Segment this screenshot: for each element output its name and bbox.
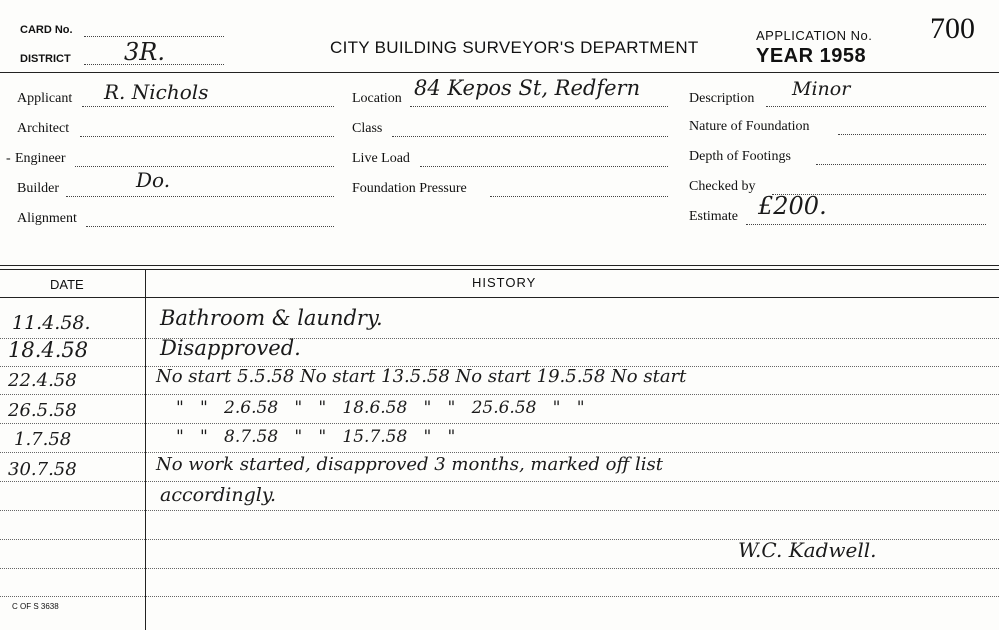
row-line: [0, 568, 999, 569]
history-top-rule-2: [0, 269, 999, 270]
row-line: [0, 338, 999, 339]
history-entry: No work started, disapproved 3 months, marked off list: [156, 454, 663, 475]
alignment-line: [86, 226, 334, 227]
signature: W.C. Kadwell.: [738, 538, 877, 562]
live-load-label: Live Load: [352, 151, 410, 166]
history-date: 18.4.58: [8, 338, 89, 362]
location-line: [410, 106, 668, 107]
engineer-line: [75, 166, 334, 167]
history-top-rule-1: [0, 265, 999, 266]
nature-line: [838, 134, 986, 135]
history-entry: Bathroom & laundry.: [160, 306, 383, 330]
application-label: APPLICATION No.: [756, 28, 873, 43]
history-entry: " " 8.7.58 " " 15.7.58 " ": [176, 427, 456, 447]
row-line: [0, 510, 999, 511]
builder-line: [66, 196, 334, 197]
district-value: 3R.: [124, 38, 165, 66]
department-title: CITY BUILDING SURVEYOR'S DEPARTMENT: [330, 38, 699, 57]
foundation-pressure-line: [490, 196, 668, 197]
alignment-label: Alignment: [17, 211, 77, 226]
history-date: 11.4.58.: [12, 312, 91, 334]
row-line: [0, 452, 999, 453]
history-entry: " " 2.6.58 " " 18.6.58 " " 25.6.58 " ": [176, 398, 585, 418]
application-number: 700: [930, 12, 975, 45]
estimate-value: £200.: [758, 192, 827, 220]
row-line: [0, 394, 999, 395]
row-line: [0, 596, 999, 597]
depth-line: [816, 164, 986, 165]
form-code: C OF S 3638: [12, 602, 59, 611]
header-row-rule: [0, 297, 999, 298]
card-no-line: [84, 36, 224, 37]
history-date: 26.5.58: [8, 400, 77, 421]
class-label: Class: [352, 121, 383, 136]
history-entry: accordingly.: [160, 484, 277, 506]
engineer-dash: -: [6, 151, 11, 166]
row-line: [0, 423, 999, 424]
history-date: 22.4.58: [8, 370, 77, 391]
history-entry: Disapproved.: [160, 336, 301, 360]
engineer-label: Engineer: [15, 151, 66, 166]
builder-value: Do.: [136, 168, 171, 192]
applicant-line: [82, 106, 334, 107]
history-entry: No start 5.5.58 No start 13.5.58 No start 19.5.58 No start: [156, 366, 687, 387]
description-label: Description: [689, 91, 755, 106]
history-date: 1.7.58: [14, 429, 72, 450]
foundation-pressure-label: Foundation Pressure: [352, 181, 467, 196]
class-line: [392, 136, 668, 137]
row-line: [0, 481, 999, 482]
nature-of-foundation-label: Nature of Foundation: [689, 119, 810, 134]
year-label: YEAR 1958: [756, 45, 867, 67]
district-label: DISTRICT: [20, 53, 71, 65]
architect-label: Architect: [17, 121, 70, 136]
estimate-label: Estimate: [689, 209, 738, 224]
live-load-line: [420, 166, 668, 167]
checked-by-label: Checked by: [689, 179, 756, 194]
applicant-label: Applicant: [17, 91, 73, 106]
estimate-line: [746, 224, 986, 225]
location-label: Location: [352, 91, 402, 106]
description-line: [766, 106, 986, 107]
depth-of-footings-label: Depth of Footings: [689, 149, 791, 164]
date-header: DATE: [50, 277, 84, 292]
architect-line: [80, 136, 334, 137]
date-column-divider: [145, 269, 146, 630]
location-value: 84 Kepos St, Redfern: [414, 76, 641, 100]
builder-label: Builder: [17, 181, 59, 196]
description-value: Minor: [792, 78, 851, 100]
history-date: 30.7.58: [8, 459, 77, 480]
applicant-value: R. Nichols: [104, 80, 209, 104]
card-no-label: CARD No.: [20, 24, 73, 36]
header-divider: [0, 72, 999, 73]
history-header: HISTORY: [472, 275, 537, 290]
